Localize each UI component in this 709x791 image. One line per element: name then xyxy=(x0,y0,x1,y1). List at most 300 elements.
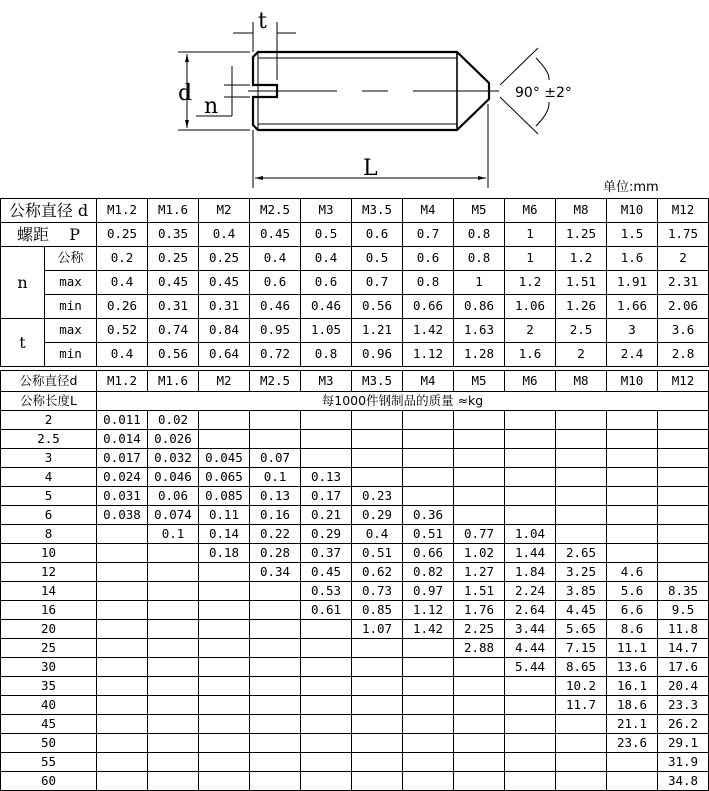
weight-cell xyxy=(403,753,454,772)
n-cell: 0.2 xyxy=(97,247,148,271)
weight-cell: 0.85 xyxy=(352,601,403,620)
weight-size-cell: M2.5 xyxy=(250,371,301,392)
weight-cell xyxy=(250,620,301,639)
weight-cell xyxy=(658,411,709,430)
t-cell: 1.28 xyxy=(454,343,505,367)
t-cell: 0.52 xyxy=(97,319,148,343)
n-cell: 0.6 xyxy=(403,247,454,271)
n-max-row xyxy=(1,271,709,295)
weight-row xyxy=(1,563,709,582)
weight-cell xyxy=(250,677,301,696)
weight-cell: 0.82 xyxy=(403,563,454,582)
size-cell: M5 xyxy=(454,199,505,223)
label-angle: 90° ±2° xyxy=(515,85,572,101)
weight-cell xyxy=(352,639,403,658)
length-cell: 3 xyxy=(1,449,97,468)
weight-cell xyxy=(658,506,709,525)
weight-cell xyxy=(454,487,505,506)
n-cell: 1.91 xyxy=(607,271,658,295)
weight-cell xyxy=(148,620,199,639)
weight-cell xyxy=(301,620,352,639)
n-cell: 0.26 xyxy=(97,295,148,319)
n-cell: 0.6 xyxy=(250,271,301,295)
weight-cell xyxy=(97,544,148,563)
weight-cell xyxy=(250,601,301,620)
pitch-row xyxy=(1,223,709,247)
weight-cell xyxy=(556,411,607,430)
n-cell: 0.25 xyxy=(148,247,199,271)
weight-cell: 13.6 xyxy=(607,658,658,677)
weight-cell xyxy=(301,411,352,430)
n-cell: 0.4 xyxy=(97,271,148,295)
weight-cell xyxy=(148,563,199,582)
t-cell: 2.4 xyxy=(607,343,658,367)
weight-size-row xyxy=(1,371,709,392)
weight-cell xyxy=(301,734,352,753)
weight-cell xyxy=(556,772,607,791)
weight-cell: 0.21 xyxy=(301,506,352,525)
weight-cell xyxy=(301,772,352,791)
dimension-spec-table xyxy=(0,198,709,367)
weight-cell xyxy=(148,734,199,753)
weight-cell xyxy=(454,677,505,696)
weight-cell xyxy=(505,506,556,525)
weight-size-cell: M3 xyxy=(301,371,352,392)
weight-cell xyxy=(403,677,454,696)
weight-cell: 0.065 xyxy=(199,468,250,487)
weight-cell: 0.97 xyxy=(403,582,454,601)
n-cell: 1.26 xyxy=(556,295,607,319)
weight-cell: 0.45 xyxy=(301,563,352,582)
weight-cell: 0.51 xyxy=(352,544,403,563)
weight-cell xyxy=(199,430,250,449)
weight-cell: 34.8 xyxy=(658,772,709,791)
weight-cell xyxy=(352,449,403,468)
n-cell: 1.51 xyxy=(556,271,607,295)
weight-cell xyxy=(403,639,454,658)
weight-cell xyxy=(607,525,658,544)
n-cell: 0.8 xyxy=(403,271,454,295)
weight-cell xyxy=(250,734,301,753)
weight-cell xyxy=(454,715,505,734)
weight-cell: 5.6 xyxy=(607,582,658,601)
weight-cell xyxy=(607,411,658,430)
length-cell: 4 xyxy=(1,468,97,487)
weight-cell xyxy=(352,772,403,791)
weight-cell: 1.04 xyxy=(505,525,556,544)
weight-cell: 11.8 xyxy=(658,620,709,639)
t-cell: 2 xyxy=(505,319,556,343)
length-cell: 2 xyxy=(1,411,97,430)
n-cell: 0.5 xyxy=(352,247,403,271)
weight-cell xyxy=(454,696,505,715)
weight-cell xyxy=(301,677,352,696)
size-cell: M2.5 xyxy=(250,199,301,223)
weight-cell: 0.1 xyxy=(250,468,301,487)
weight-cell: 0.73 xyxy=(352,582,403,601)
n-cell: 1.66 xyxy=(607,295,658,319)
weight-cell xyxy=(556,430,607,449)
weight-row xyxy=(1,734,709,753)
weight-cell xyxy=(454,430,505,449)
length-cell: 40 xyxy=(1,696,97,715)
weight-cell xyxy=(505,677,556,696)
weight-cell: 0.038 xyxy=(97,506,148,525)
length-cell: 5 xyxy=(1,487,97,506)
weight-cell: 3.25 xyxy=(556,563,607,582)
weight-cell xyxy=(658,525,709,544)
t-cell: 3 xyxy=(607,319,658,343)
t-min-row xyxy=(1,343,709,367)
weight-cell: 2.25 xyxy=(454,620,505,639)
weight-cell: 23.6 xyxy=(607,734,658,753)
weight-cell: 1.51 xyxy=(454,582,505,601)
weight-cell xyxy=(199,563,250,582)
length-cell: 2.5 xyxy=(1,430,97,449)
weight-cell: 1.76 xyxy=(454,601,505,620)
weight-cell: 5.44 xyxy=(505,658,556,677)
weight-cell: 29.1 xyxy=(658,734,709,753)
weight-cell: 0.34 xyxy=(250,563,301,582)
weight-size-cell: M1.6 xyxy=(148,371,199,392)
weight-cell: 1.27 xyxy=(454,563,505,582)
weight-size-cell: M5 xyxy=(454,371,505,392)
weight-cell xyxy=(199,696,250,715)
weight-cell: 0.61 xyxy=(301,601,352,620)
weight-cell xyxy=(607,772,658,791)
weight-row xyxy=(1,620,709,639)
set-screw-drawing xyxy=(0,0,709,195)
weight-caption-row xyxy=(1,392,709,411)
weight-cell xyxy=(505,487,556,506)
weight-cell xyxy=(199,639,250,658)
n-row-label: 公称 xyxy=(45,247,97,271)
weight-row xyxy=(1,525,709,544)
weight-cell: 8.65 xyxy=(556,658,607,677)
n-cell: 0.25 xyxy=(199,247,250,271)
weight-cell: 0.29 xyxy=(301,525,352,544)
weight-row xyxy=(1,582,709,601)
weight-cell xyxy=(301,658,352,677)
t-cell: 0.72 xyxy=(250,343,301,367)
n-cell: 2.06 xyxy=(658,295,709,319)
weight-cell xyxy=(658,487,709,506)
weight-cell xyxy=(97,525,148,544)
weight-cell: 0.66 xyxy=(403,544,454,563)
pitch-label-text: 螺距 xyxy=(16,224,49,244)
n-cell: 0.56 xyxy=(352,295,403,319)
pitch-label xyxy=(1,223,97,247)
weight-cell xyxy=(352,715,403,734)
weight-cell xyxy=(556,449,607,468)
weight-cell: 2.65 xyxy=(556,544,607,563)
weight-cell xyxy=(454,772,505,791)
weight-cell: 0.23 xyxy=(352,487,403,506)
weight-size-cell: M1.2 xyxy=(97,371,148,392)
length-cell: 50 xyxy=(1,734,97,753)
t-cell: 1.21 xyxy=(352,319,403,343)
weight-cell: 26.2 xyxy=(658,715,709,734)
weight-cell xyxy=(97,734,148,753)
weight-cell xyxy=(97,620,148,639)
n-cell: 1.06 xyxy=(505,295,556,319)
t-cell: 0.84 xyxy=(199,319,250,343)
weight-cell xyxy=(148,582,199,601)
weight-cell: 0.51 xyxy=(403,525,454,544)
weight-cell xyxy=(607,753,658,772)
weight-row xyxy=(1,544,709,563)
weight-size-cell: M2 xyxy=(199,371,250,392)
length-cell: 10 xyxy=(1,544,97,563)
t-cell: 1.12 xyxy=(403,343,454,367)
weight-cell xyxy=(250,639,301,658)
weight-size-cell: M6 xyxy=(505,371,556,392)
label-n: n xyxy=(204,94,219,119)
weight-cell: 8.35 xyxy=(658,582,709,601)
weight-cell xyxy=(97,753,148,772)
weight-cell xyxy=(454,753,505,772)
size-cell: M2 xyxy=(199,199,250,223)
n-cell: 0.31 xyxy=(199,295,250,319)
nominal-diameter-label: 公称直径 d xyxy=(1,199,97,223)
weight-cell xyxy=(199,411,250,430)
t-row-label: max xyxy=(45,319,97,343)
pitch-cell: 1.75 xyxy=(658,223,709,247)
n-group-label: n xyxy=(1,247,45,319)
weight-cell xyxy=(352,677,403,696)
label-d: d xyxy=(178,81,193,106)
weight-cell: 0.77 xyxy=(454,525,505,544)
weight-cell xyxy=(148,658,199,677)
weight-cell: 11.1 xyxy=(607,639,658,658)
weight-cell xyxy=(148,753,199,772)
label-t: t xyxy=(258,9,267,34)
pitch-cell: 0.4 xyxy=(199,223,250,247)
weight-cell: 23.3 xyxy=(658,696,709,715)
weight-size-cell: M8 xyxy=(556,371,607,392)
length-cell: 35 xyxy=(1,677,97,696)
weight-cell: 0.28 xyxy=(250,544,301,563)
weight-cell xyxy=(556,753,607,772)
weight-cell xyxy=(658,544,709,563)
weight-cell xyxy=(199,715,250,734)
weight-cell: 2.64 xyxy=(505,601,556,620)
length-cell: 25 xyxy=(1,639,97,658)
weight-cell xyxy=(505,468,556,487)
weight-cell: 4.45 xyxy=(556,601,607,620)
weight-cell: 1.02 xyxy=(454,544,505,563)
n-cell: 1.6 xyxy=(607,247,658,271)
weight-cell: 3.85 xyxy=(556,582,607,601)
n-cell: 2.31 xyxy=(658,271,709,295)
weight-cell xyxy=(97,696,148,715)
weight-cell xyxy=(352,411,403,430)
weight-cell xyxy=(607,430,658,449)
length-cell: 45 xyxy=(1,715,97,734)
weight-cell: 3.44 xyxy=(505,620,556,639)
weight-cell: 14.7 xyxy=(658,639,709,658)
n-min-row xyxy=(1,295,709,319)
weight-cell: 0.014 xyxy=(97,430,148,449)
weight-cell xyxy=(250,715,301,734)
weight-cell xyxy=(403,449,454,468)
weight-row xyxy=(1,753,709,772)
weight-cell xyxy=(352,734,403,753)
weight-cell: 0.011 xyxy=(97,411,148,430)
weight-cell: 0.032 xyxy=(148,449,199,468)
weight-cell: 2.88 xyxy=(454,639,505,658)
weight-cell xyxy=(199,772,250,791)
weight-diameter-label: 公称直径d xyxy=(1,371,97,392)
weight-cell xyxy=(250,411,301,430)
n-cell: 1 xyxy=(454,271,505,295)
weight-cell xyxy=(199,658,250,677)
pitch-cell: 1 xyxy=(505,223,556,247)
unit-label: 单位:mm xyxy=(603,180,659,195)
weight-row xyxy=(1,430,709,449)
weight-cell: 0.62 xyxy=(352,563,403,582)
weight-cell: 0.18 xyxy=(199,544,250,563)
weight-row xyxy=(1,772,709,791)
t-row-label: min xyxy=(45,343,97,367)
weight-cell: 0.031 xyxy=(97,487,148,506)
t-cell: 0.4 xyxy=(97,343,148,367)
weight-row xyxy=(1,449,709,468)
weight-cell xyxy=(352,658,403,677)
weight-cell xyxy=(505,696,556,715)
weight-cell xyxy=(403,734,454,753)
n-cell: 0.4 xyxy=(250,247,301,271)
weight-cell: 4.6 xyxy=(607,563,658,582)
weight-cell: 7.15 xyxy=(556,639,607,658)
weight-cell xyxy=(454,658,505,677)
weight-size-cell: M3.5 xyxy=(352,371,403,392)
length-cell: 6 xyxy=(1,506,97,525)
weight-cell xyxy=(352,696,403,715)
pitch-cell: 0.6 xyxy=(352,223,403,247)
weight-cell xyxy=(97,563,148,582)
weight-cell: 20.4 xyxy=(658,677,709,696)
weight-cell xyxy=(403,715,454,734)
weight-cell xyxy=(301,449,352,468)
weight-cell: 0.017 xyxy=(97,449,148,468)
length-cell: 8 xyxy=(1,525,97,544)
weight-cell xyxy=(301,715,352,734)
weight-cell xyxy=(352,468,403,487)
weight-cell xyxy=(454,449,505,468)
weight-row xyxy=(1,677,709,696)
weight-cell xyxy=(199,582,250,601)
weight-caption: 每1000件钢制品的质量 ≈kg xyxy=(97,392,709,411)
weight-cell xyxy=(607,468,658,487)
weight-cell xyxy=(505,449,556,468)
weight-cell: 0.02 xyxy=(148,411,199,430)
weight-cell xyxy=(505,772,556,791)
n-row-label: max xyxy=(45,271,97,295)
t-cell: 0.8 xyxy=(301,343,352,367)
weight-cell xyxy=(199,601,250,620)
n-cell: 0.4 xyxy=(301,247,352,271)
weight-cell xyxy=(97,677,148,696)
t-cell: 1.05 xyxy=(301,319,352,343)
length-cell: 20 xyxy=(1,620,97,639)
n-cell: 1.2 xyxy=(505,271,556,295)
weight-cell xyxy=(97,772,148,791)
weight-cell xyxy=(97,639,148,658)
weight-cell xyxy=(658,563,709,582)
weight-row xyxy=(1,487,709,506)
n-cell: 0.8 xyxy=(454,247,505,271)
n-cell: 0.45 xyxy=(148,271,199,295)
weight-cell xyxy=(403,696,454,715)
weight-cell: 10.2 xyxy=(556,677,607,696)
weight-cell: 0.14 xyxy=(199,525,250,544)
weight-size-cell: M10 xyxy=(607,371,658,392)
n-cell: 0.6 xyxy=(301,271,352,295)
weight-cell xyxy=(403,411,454,430)
weight-cell xyxy=(250,696,301,715)
size-row xyxy=(1,199,709,223)
weight-cell xyxy=(556,734,607,753)
length-cell: 12 xyxy=(1,563,97,582)
n-cell: 0.46 xyxy=(301,295,352,319)
weight-cell xyxy=(148,677,199,696)
weight-cell: 4.44 xyxy=(505,639,556,658)
weight-cell xyxy=(505,753,556,772)
weight-cell: 0.4 xyxy=(352,525,403,544)
weight-cell: 6.6 xyxy=(607,601,658,620)
t-cell: 1.6 xyxy=(505,343,556,367)
weight-cell xyxy=(301,696,352,715)
weight-cell xyxy=(250,430,301,449)
t-cell: 2.5 xyxy=(556,319,607,343)
weight-cell xyxy=(403,430,454,449)
weight-table xyxy=(0,370,709,791)
weight-cell xyxy=(250,772,301,791)
size-cell: M4 xyxy=(403,199,454,223)
weight-cell xyxy=(97,658,148,677)
n-cell: 0.46 xyxy=(250,295,301,319)
weight-cell xyxy=(607,449,658,468)
weight-cell xyxy=(250,582,301,601)
weight-size-cell: M4 xyxy=(403,371,454,392)
length-cell: 16 xyxy=(1,601,97,620)
pitch-cell: 1.5 xyxy=(607,223,658,247)
n-cell: 2 xyxy=(658,247,709,271)
size-cell: M1.6 xyxy=(148,199,199,223)
weight-cell xyxy=(556,525,607,544)
weight-cell xyxy=(454,734,505,753)
weight-cell: 1.12 xyxy=(403,601,454,620)
weight-cell: 9.5 xyxy=(658,601,709,620)
n-cell: 0.66 xyxy=(403,295,454,319)
t-cell: 0.64 xyxy=(199,343,250,367)
weight-cell: 0.024 xyxy=(97,468,148,487)
weight-cell: 5.65 xyxy=(556,620,607,639)
weight-cell xyxy=(556,487,607,506)
t-cell: 2 xyxy=(556,343,607,367)
weight-cell: 11.7 xyxy=(556,696,607,715)
weight-cell: 31.9 xyxy=(658,753,709,772)
weight-cell xyxy=(505,734,556,753)
weight-cell xyxy=(148,696,199,715)
weight-cell: 0.36 xyxy=(403,506,454,525)
weight-cell xyxy=(148,544,199,563)
t-cell: 0.96 xyxy=(352,343,403,367)
weight-cell: 1.84 xyxy=(505,563,556,582)
n-cell: 1 xyxy=(505,247,556,271)
weight-cell xyxy=(301,639,352,658)
